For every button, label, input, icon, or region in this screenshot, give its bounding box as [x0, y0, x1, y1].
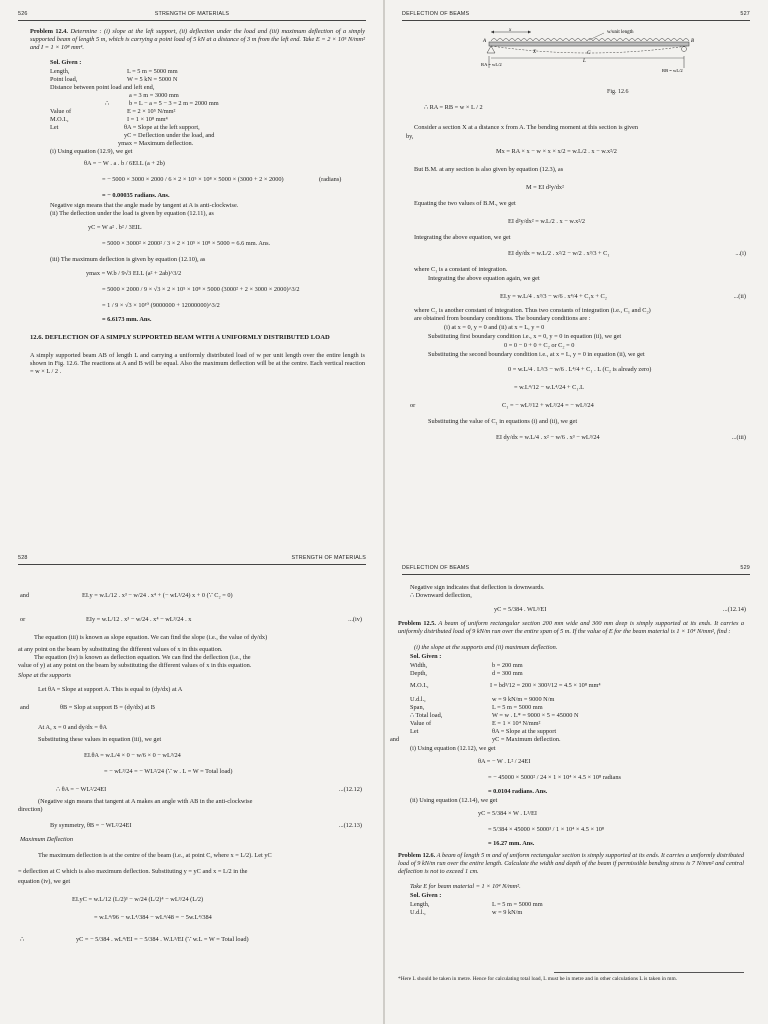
given-label: Span, [410, 704, 425, 711]
page-number: 526 [18, 11, 28, 17]
given-value: w = 9 kN/m = 9000 N/m [492, 696, 555, 703]
step-text: (ii) The deflection under the load is given by equation (12.11), as [50, 210, 214, 217]
equation-line: yC = W a² . b² / 3EIL [88, 224, 142, 231]
page-number: 527 [740, 11, 750, 17]
answer-line: = 6.6173 mm. Ans. [102, 316, 152, 323]
problem-title: Problem 12.6. [398, 852, 436, 859]
given-label: Value of [50, 108, 72, 115]
text-line: value of y) at any point on the beam by substituting the different values of x in this equation. [18, 662, 252, 669]
given-value: L = 5 m = 5000 mm [492, 901, 543, 908]
equation-line: ymax = W.b / 9√3 EI.L (a² + 2ab)^3/2 [86, 270, 182, 277]
text-line: Substituting these values in equation (iii), we get [38, 736, 162, 743]
page-gutter-vertical [383, 0, 385, 1024]
text-line: where C₁ is a constant of integration. [414, 266, 508, 273]
given-label: Depth, [410, 670, 427, 677]
equation-line: At A, x = 0 and dy/dx = θA [38, 724, 108, 731]
beam [489, 42, 689, 46]
step-text: (iii) The maximum deflection is given by equation (12.10), as [50, 256, 206, 263]
text-line: Negative sign indicates that deflection is downwards. [410, 584, 545, 591]
page-header [402, 8, 750, 21]
given-value: I = bd³/12 = 200 × 300³/12 = 4.5 × 10⁸ mm⁴ [490, 682, 601, 689]
given-label: Let [410, 728, 419, 735]
equation-line: EI.y = w.L/4 . x³/3 − w/6 . x⁴/4 + C₁x + C₂ [500, 293, 607, 300]
arrow-head [491, 31, 494, 34]
side-label: and [20, 704, 30, 711]
equation-line: θA = − W . a . b / 6EI.L (a + 2b) [84, 160, 165, 167]
text-line: (Negative sign means that tangent at A makes an angle with AB in the anti-clockwise [38, 798, 253, 805]
label-c: C [587, 51, 591, 56]
span-label: L [583, 59, 586, 64]
sol-given: Sol. Given : [50, 59, 82, 66]
running-head: DEFLECTION OF BEAMS [402, 565, 470, 571]
equation-line: EI dy/dx = w.L/2 . x²/2 − w/2 . x³/3 + C₁ [508, 250, 610, 257]
page-528 [0, 512, 384, 1024]
problem-text: Determine : (i) slope at the left support, (ii) deflection under the load and (iii) maximum deflection of a simply supported beam of length 5 m, which is carrying a point load of 5 kN at a distance of 3 m from the left end. Take E = 2 × 10⁵ N/mm² and I = 1 × 10⁸ mm⁴. [30, 28, 366, 51]
equation-line: 0 = 0 − 0 + 0 + C₂ or C₂ = 0 [504, 342, 575, 349]
given-label: M.O.I., [410, 682, 429, 689]
equation-tag: ...(12.12) [338, 786, 362, 793]
page-number: 529 [740, 565, 750, 571]
running-head: STRENGTH OF MATERIALS [154, 11, 230, 17]
equation-line: = 5000 × 2000 / 9 × √3 × 2 × 10⁵ × 10⁸ × 5000 (3000² + 2 × 3000 × 2000)^3/2 [102, 286, 300, 293]
given-value: yC = Deflection under the load, and [124, 132, 215, 139]
label-a: A [483, 39, 487, 44]
text-line: are obtained from boundary conditions. The boundary conditions are : [414, 315, 591, 322]
step-text: (ii) Using equation (12.14), we get [410, 797, 498, 804]
equation-line: ∴ RA = RB = w × L / 2 [424, 104, 483, 111]
given-value: L = 5 m = 5000 mm [127, 68, 178, 75]
text-line: at any point on the beam by substituting the different values of x in this equation. [18, 646, 223, 653]
given-label: Let [50, 124, 59, 131]
text-line: Substituting first boundary condition i.e., x = 0, y = 0 in equation (ii), we get [428, 333, 622, 340]
equation-tag: ...(iv) [348, 616, 362, 623]
reaction-b-label: RB = wL/2 [662, 68, 683, 73]
footnote: *Here L should be taken in metre. Hence for calculating total load, L must be in metre and in other calculations L is taken in mm. [398, 976, 678, 982]
text-line: = deflection at C which is also maximum deflection. Substituting y = yC and x = L/2 in the [18, 868, 248, 875]
given-label: ∴ Total load, [410, 712, 443, 719]
text-line: direction) [18, 806, 43, 813]
text-line: where C₂ is another constant of integration. Thus two constants of integration (i.e., C₁ and C₂) [414, 307, 651, 314]
beam-figure [479, 26, 699, 106]
sol-given: Sol. Given : [410, 653, 442, 660]
equation-line: By symmetry, θB = − WL²/24EI [50, 822, 132, 829]
problem-statement [398, 620, 744, 636]
text-line: Integrating the above equation again, we get [428, 275, 540, 282]
page-header [18, 8, 366, 21]
equation-line: C₁ = − wL³/12 + wL³/24 = − wL³/24 [502, 402, 594, 409]
equation-line: EI dy/dx = w.L/4 . x² − w/6 . x³ − wL³/24 [496, 434, 600, 441]
label-x: X [533, 50, 537, 55]
support-a [487, 46, 495, 53]
given-value: w = 9 kN/m [492, 909, 523, 916]
given-value: θA = Slope at the left support, [124, 124, 200, 131]
equation-line: yC = 5/384 × W . L³/EI [478, 810, 537, 817]
given-label: M.O.I., [50, 116, 69, 123]
given-value: W = 5 kN = 5000 N [127, 76, 178, 83]
equation-line: = 5/384 × 45000 × 5000³ / 1 × 10⁴ × 4.5 × 10⁸ [488, 826, 605, 833]
support-b [682, 47, 687, 52]
reaction-a-label: RA = wL/2 [481, 62, 502, 67]
side-label: or [20, 616, 26, 623]
given-label: Value of [410, 720, 432, 727]
text-line: Substituting the second boundary condition i.e., at x = L, y = 0 in equation (ii), we get [428, 351, 645, 358]
given-value: E = 1 × 10⁴ N/mm² [492, 720, 541, 727]
radians-tag: (radians) [319, 176, 342, 183]
equation-line: EI d²y/dx² = w.L/2 . x − w.x²/2 [508, 218, 586, 225]
or-label: or [410, 402, 416, 409]
problem-statement-2 [398, 852, 744, 875]
text-line: Consider a section X at a distance x from A. The bending moment at this section is given [414, 124, 639, 131]
problem-text: A beam of length 5 m and of uniform rectangular section is simply supported at its ends. It carries a uniformly distributed load of 9 kN/m run over the entire length. Calculate the width and depth of the beam if permissible bending stress is 7 N/mm² and central deflection is not to exceed 1 cm. [398, 852, 744, 875]
given-label: Width, [410, 662, 428, 669]
problem-statement [30, 28, 365, 51]
equation-line: 0 = w.L/4 . L³/3 − w/6 . L⁴/4 + C₁ . L (C₂ is already zero) [508, 366, 652, 373]
equation-line: = − 5000 × 3000 × 2000 / 6 × 2 × 10⁵ × 10⁸ × 5000 × (3000 + 2 × 2000) [102, 176, 284, 183]
equation-line: θB = Slop at support B = (dy/dx) at B [60, 704, 155, 711]
text-line: The maximum deflection is at the centre of the beam (i.e., at point C, where x = L/2). Let yC [38, 852, 272, 859]
equation-line: yC = − 5/384 . wL⁴/EI = − 5/384 . W.L³/EI (∵ w.L = W = Total load) [76, 936, 249, 943]
given-value: a = 3 m = 3000 mm [129, 92, 179, 99]
given-value: d = 300 mm [492, 670, 523, 677]
answer-line: = 0.0104 radians. Ans. [488, 788, 548, 795]
given-value: b = L − a = 5 − 3 = 2 m = 2000 mm [129, 100, 219, 107]
text-line: Integrating the above equation, we get [414, 234, 511, 241]
given-value: I = 1 × 10⁸ mm⁴ [127, 116, 168, 123]
side-label: and [20, 592, 30, 599]
equation-line: yC = 5/384 . WL³/EI [494, 606, 547, 613]
text-line: But B.M. at any section is also given by equation (12.3), as [414, 166, 564, 173]
text-line: by, [406, 133, 414, 140]
section-title: 12.6. DEFLECTION OF A SIMPLY SUPPORTED BEAM WITH A UNIFORMLY DISTRIBUTED LOAD [30, 334, 330, 341]
subheading: Maximum Deflection [20, 836, 73, 843]
given-value: L = 5 m = 5000 mm [492, 704, 543, 711]
equation-line: EI.θA = w.L/4 × 0 − w/6 × 0 − wL³/24 [84, 752, 181, 759]
take-e-line: Take E for beam material = 1 × 10⁴ N/mm². [410, 883, 521, 890]
problem-title: Problem 12.4. [30, 28, 69, 35]
equation-line: = − wL³/24 = − WL²/24 (∵ w . L = W = Total load) [104, 768, 233, 775]
text-line: Substituting the value of C₁ in equations (i) and (ii), we get [428, 418, 578, 425]
x-label: x [509, 28, 512, 33]
equation-line: = 1 / 9 × √3 × 10¹⁰ (9000000 + 12000000)^3/2 [102, 302, 220, 309]
problem-title: Problem 12.5. [398, 620, 436, 627]
text-line: The equation (iv) is known as deflection equation. We can find the deflection (i.e., the [34, 654, 251, 661]
equation-line: θA = − W . L² / 24EI [478, 758, 531, 765]
page-header [402, 562, 750, 575]
note-text: Negative sign means that the angle made by tangent at A is anti-clockwise. [50, 202, 239, 209]
equation-line: ∴ θA = − WL²/24EI [56, 786, 107, 793]
given-label: and [390, 736, 400, 743]
text-line: The equation (iii) is known as slope equation. We can find the slope (i.e., the value of dy/dx) [34, 634, 268, 641]
equation-line: EI.y = w.L/12 . x³ − w/24 . x⁴ + (− wL³/24) x + 0 (∵ C₂ = 0) [82, 592, 233, 599]
step-text: (i) Using equation (12.9), we get [50, 148, 133, 155]
page-number: 528 [18, 555, 28, 561]
running-head: DEFLECTION OF BEAMS [402, 11, 470, 17]
page-527 [384, 0, 768, 512]
given-value: yC = Maximum deflection. [492, 736, 561, 743]
equation-tag: ...(ii) [733, 293, 746, 300]
text-line: (i) at x = 0, y = 0 and (ii) at x = L, y = 0 [444, 324, 545, 331]
footnote-rule [554, 972, 744, 973]
equation-line: EI.yC = w.L/12 (L/2)³ − w/24 (L/2)⁴ − wL³/24 (L/2) [72, 896, 204, 903]
given-label: ∴ [105, 100, 110, 107]
equation-line: = 5000 × 3000² × 2000² / 3 × 2 × 10⁵ × 10⁸ × 5000 = 6.6 mm. Ans. [102, 240, 271, 247]
equation-line: Mx = RA × x − w × x × x/2 = w.L/2 . x − w.x²/2 [496, 148, 617, 155]
equation-line: = w.L⁴/96 − w.L⁴/384 − wL⁴/48 = − 5w.L⁴/384 [94, 914, 212, 921]
arrow-head [528, 31, 531, 34]
step-text: (i) Using equation (12.12), we get [410, 745, 496, 752]
equation-line: Let θA = Slope at support A. This is equal to (dy/dx) at A [38, 686, 183, 693]
page-529 [384, 512, 768, 1024]
page-header [18, 552, 366, 565]
given-label: Length, [410, 901, 430, 908]
given-label: Distance between point load and left end, [50, 84, 155, 91]
equation-line: EIy = w.L/12 . x³ − w/24 . x⁴ − wL³/24 . x [86, 616, 192, 623]
side-label: ∴ [20, 936, 25, 943]
udl-label: w/unit length [607, 30, 634, 35]
given-value: E = 2 × 10⁵ N/mm² [127, 108, 176, 115]
equation-line: = w.L⁴/12 − w.L⁴/24 + C₁.L [514, 384, 584, 391]
answer-line: = − 0.00035 radians. Ans. [102, 192, 170, 199]
problem-parts: (i) the slope at the supports and (ii) maximum deflection. [414, 644, 558, 651]
page-526 [0, 0, 384, 512]
equation-line: M = EI d²y/dx² [526, 184, 564, 191]
running-head: STRENGTH OF MATERIALS [291, 555, 366, 561]
label-b: B [691, 39, 695, 44]
given-label: Length, [50, 68, 70, 75]
text-line: equation (iv), we get [18, 878, 71, 885]
given-value: b = 200 mm [492, 662, 523, 669]
section-text: A simply supported beam AB of length L and carrying a uniformly distributed load of w per unit length over the entire length is shown in Fig. 12.6. The reactions at A and B will be equal. Also the maximum deflection will be at the centre. Each vertical reaction = w × L / 2 . [30, 352, 365, 375]
given-label: U.d.l., [410, 909, 426, 916]
subheading: Slope at the supports [18, 672, 71, 679]
equation-tag: ...(iii) [731, 434, 746, 441]
text-line: Equating the two values of B.M., we get [414, 200, 516, 207]
given-label: U.d.l., [410, 696, 426, 703]
given-label: Point load, [50, 76, 78, 83]
problem-text: A beam of uniform rectangular section 200 mm wide and 300 mm deep is simply supported at its ends. It carries a uniformly distributed load of 9 kN/m run over the entire span of 5 m. If the value of E for the beam material is 1 × 10⁴ N/mm², find : [398, 620, 744, 635]
equation-tag: ...(12.14) [722, 606, 746, 613]
text-line: ∴ Downward deflection, [410, 592, 472, 599]
equation-line: = − 45000 × 5000² / 24 × 1 × 10⁴ × 4.5 × 10⁸ radians [488, 774, 621, 781]
sol-given: Sol. Given : [410, 892, 442, 899]
given-value: W = w . L* = 9000 × 5 = 45000 N [492, 712, 579, 719]
given-value: ymax = Maximum deflection. [118, 140, 194, 147]
figure-caption: Fig. 12.6 [607, 89, 629, 95]
equation-tag: ...(i) [735, 250, 746, 257]
equation-tag: ...(12.13) [338, 822, 362, 829]
answer-line: = 16.27 mm. Ans. [488, 840, 535, 847]
given-value: θA = Slope at the support [492, 728, 557, 735]
